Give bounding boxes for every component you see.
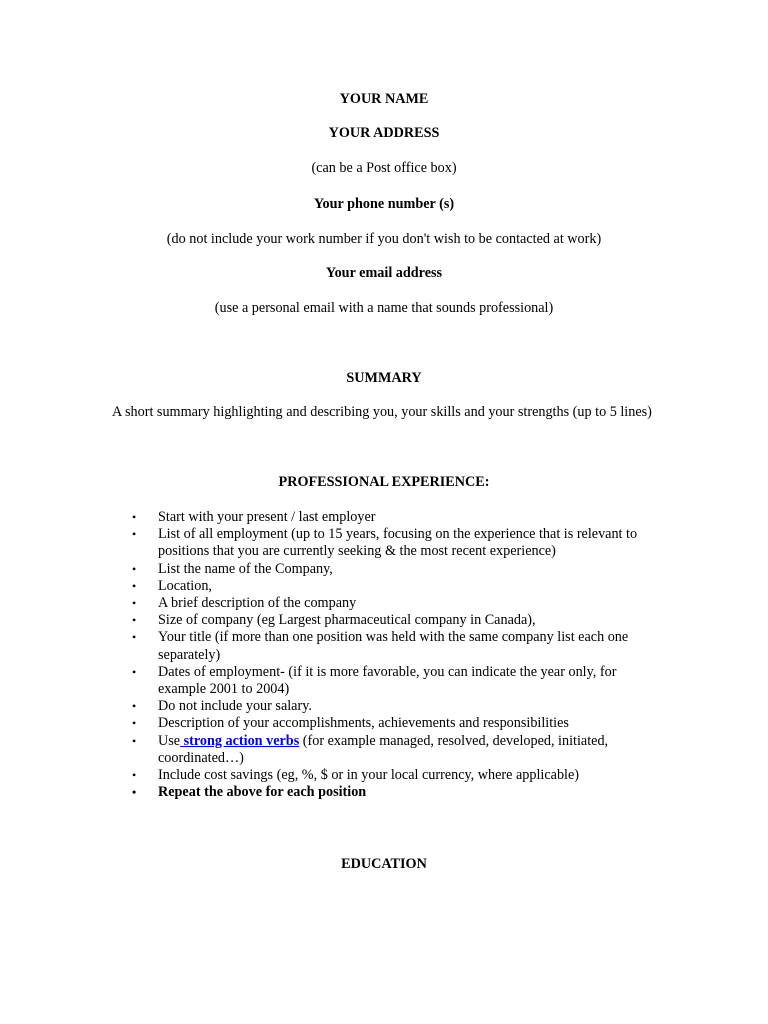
experience-list bbox=[112, 509, 657, 801]
list-item-action-verbs: • Use strong action verbs (for example managed, resolved, developed, initiated, coordinated…) bbox=[132, 732, 609, 766]
bullet-icon: • bbox=[132, 699, 137, 714]
name-heading: YOUR NAME bbox=[339, 91, 429, 107]
phone-heading: Your phone number (s) bbox=[313, 196, 455, 212]
list-item: • Do not include your salary. bbox=[132, 698, 312, 715]
education-heading: EDUCATION bbox=[341, 856, 427, 872]
bullet-icon: • bbox=[132, 578, 137, 593]
summary-text: A short summary highlighting and describing you, your skills and your strengths (up to 5 lines) bbox=[112, 404, 652, 420]
list-item: • Description of your accomplishments, achievements and responsibilities bbox=[132, 715, 569, 732]
list-item: • Include cost savings (eg, %, $ or in your local currency, where applicable) bbox=[132, 767, 579, 784]
list-item: • A brief description of the company bbox=[132, 595, 357, 612]
bullet-icon: • bbox=[132, 510, 137, 524]
bullet-icon: • bbox=[132, 716, 137, 731]
address-note: (can be a Post office box) bbox=[311, 160, 457, 176]
email-heading: Your email address bbox=[325, 265, 443, 281]
list-item: • List the name of the Company, bbox=[132, 560, 333, 577]
summary-heading: SUMMARY bbox=[346, 370, 422, 386]
list-item: • Size of company (eg Largest pharmaceutical company in Canada), bbox=[132, 612, 536, 629]
list-item: • Your title (if more than one position was held with the same company list each one separately) bbox=[132, 629, 629, 663]
email-note: (use a personal email with a name that sounds professional) bbox=[214, 300, 554, 316]
phone-note: (do not include your work number if you don't wish to be contacted at work) bbox=[166, 231, 602, 247]
strong-action-verbs-link[interactable]: strong action verbs bbox=[180, 732, 300, 749]
list-item: • Location, bbox=[132, 577, 212, 594]
list-item: • Dates of employment- (if it is more favorable, you can indicate the year only, for example 2001 to 2004) bbox=[132, 663, 617, 698]
list-item: • List of all employment (up to 15 years, focusing on the experience that is relevant to positions that you are currently seeking & the most recent experience) bbox=[132, 526, 638, 560]
list-item: • Start with your present / last employer bbox=[132, 509, 376, 525]
bullet-icon: • bbox=[132, 785, 137, 800]
bullet-icon: • bbox=[132, 664, 137, 679]
bullet-icon: • bbox=[132, 733, 137, 748]
experience-heading: PROFESSIONAL EXPERIENCE: bbox=[278, 474, 490, 490]
bullet-icon: • bbox=[132, 527, 137, 542]
address-heading: YOUR ADDRESS bbox=[328, 125, 440, 141]
bullet-icon: • bbox=[132, 561, 137, 576]
list-item-repeat: • Repeat the above for each position bbox=[132, 784, 367, 801]
bullet-icon: • bbox=[132, 613, 137, 628]
bullet-icon: • bbox=[132, 768, 137, 783]
bullet-icon: • bbox=[132, 630, 137, 645]
bullet-icon: • bbox=[132, 596, 137, 611]
